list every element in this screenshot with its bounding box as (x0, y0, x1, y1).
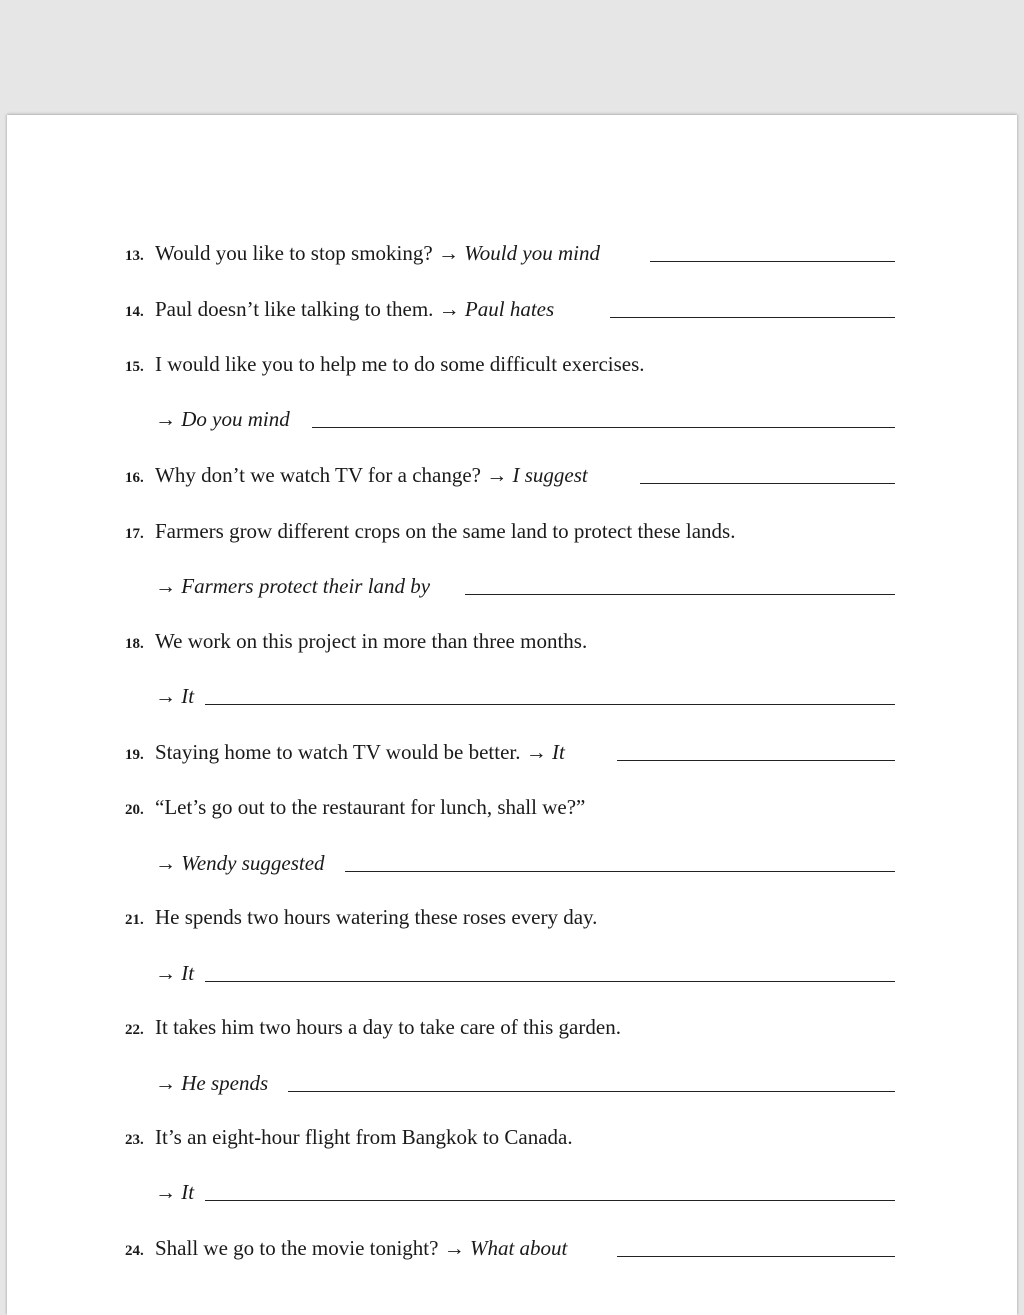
sentence-text: Would you like to stop smoking? (155, 241, 438, 265)
arrow-icon: → (486, 463, 508, 487)
sentence-text: Shall we go to the movie tonight? (155, 1236, 444, 1260)
exercise-18-answer (7, 676, 1017, 710)
exercise-sentence: We work on this project in more than three months. (155, 629, 588, 653)
exercise-sentence: It takes him two hours a day to take care of this garden. (155, 1015, 621, 1039)
arrow-icon: → (155, 684, 176, 708)
sentence-text: Staying home to watch TV would be better. (155, 740, 526, 764)
exercise-19 (7, 732, 1017, 766)
exercise-sentence (155, 1238, 567, 1259)
sentence-text: Paul doesn’t like talking to them. (155, 297, 439, 321)
exercise-number: 13. (125, 248, 144, 264)
arrow-icon: → (155, 574, 176, 598)
exercise-22-answer (7, 1063, 1017, 1097)
exercise-number: 14. (125, 304, 144, 320)
rewrite-prompt: It (181, 684, 195, 708)
exercise-20 (7, 787, 1017, 821)
exercise-15 (7, 344, 1017, 378)
exercise-number: 23. (125, 1132, 144, 1148)
exercise-16 (7, 455, 1017, 489)
exercise-number: 21. (125, 912, 144, 928)
rewrite-prompt: It (552, 740, 565, 764)
arrow-icon: → (443, 1236, 465, 1260)
exercise-sentence (155, 742, 565, 763)
answer-blank[interactable] (205, 981, 895, 982)
exercise-sentence: It’s an eight-hour flight from Bangkok to Canada. (155, 1125, 573, 1149)
arrow-icon: → (155, 1071, 176, 1095)
answer-blank[interactable] (312, 427, 895, 428)
exercise-sentence (155, 465, 588, 486)
exercise-sentence: He spends two hours watering these roses every day. (155, 905, 598, 929)
sentence-text: Why don’t we watch TV for a change? (155, 463, 487, 487)
exercise-18 (7, 621, 1017, 655)
exercise-15-answer (7, 399, 1017, 433)
rewrite-prompt: Wendy suggested (181, 851, 325, 875)
answer-blank[interactable] (650, 261, 895, 262)
exercise-number: 18. (125, 636, 144, 652)
exercise-sentence: “Let’s go out to the restaurant for lunch, shall we?” (155, 795, 586, 819)
exercise-17-answer (7, 566, 1017, 600)
rewrite-prompt: What about (469, 1236, 568, 1260)
rewrite-prompt: Paul hates (464, 297, 555, 321)
exercise-number: 19. (125, 747, 144, 763)
answer-blank[interactable] (205, 1200, 895, 1201)
exercise-22 (7, 1007, 1017, 1041)
rewrite-prompt: Farmers protect their land by (181, 574, 431, 598)
rewrite-prompt: It (181, 961, 195, 985)
answer-blank[interactable] (617, 1256, 895, 1257)
exercise-13 (7, 233, 1017, 267)
exercise-23-answer (7, 1172, 1017, 1206)
exercise-sentence (155, 299, 554, 320)
exercise-20-answer (7, 843, 1017, 877)
exercise-number: 17. (125, 526, 144, 542)
exercise-sentence (155, 243, 600, 264)
exercise-21-answer (7, 953, 1017, 987)
arrow-icon: → (155, 851, 176, 875)
exercise-number: 20. (125, 802, 144, 818)
answer-prefix (155, 963, 194, 984)
answer-prefix (155, 576, 430, 597)
arrow-icon: → (438, 297, 460, 321)
answer-prefix (155, 686, 194, 707)
answer-prefix (155, 1182, 194, 1203)
arrow-icon: → (155, 961, 176, 985)
exercise-number: 15. (125, 359, 144, 375)
answer-blank[interactable] (345, 871, 895, 872)
worksheet-page (7, 115, 1017, 1315)
rewrite-prompt: I suggest (512, 463, 588, 487)
arrow-icon: → (525, 740, 547, 764)
arrow-icon: → (155, 1180, 176, 1204)
rewrite-prompt: It (181, 1180, 195, 1204)
exercise-number: 16. (125, 470, 144, 486)
rewrite-prompt: Would you mind (464, 241, 600, 265)
answer-blank[interactable] (288, 1091, 895, 1092)
answer-prefix (155, 1073, 268, 1094)
answer-prefix (155, 853, 325, 874)
exercise-number: 22. (125, 1022, 144, 1038)
answer-blank[interactable] (610, 317, 895, 318)
exercise-23 (7, 1117, 1017, 1151)
arrow-icon: → (437, 241, 459, 265)
exercise-number: 24. (125, 1243, 144, 1259)
exercise-17 (7, 511, 1017, 545)
rewrite-prompt: He spends (181, 1071, 269, 1095)
arrow-icon: → (155, 407, 176, 431)
rewrite-prompt: Do you mind (181, 407, 290, 431)
exercise-14 (7, 289, 1017, 323)
exercise-sentence: I would like you to help me to do some difficult exercises. (155, 352, 645, 376)
answer-blank[interactable] (617, 760, 895, 761)
exercise-sentence: Farmers grow different crops on the same land to protect these lands. (155, 519, 736, 543)
answer-blank[interactable] (640, 483, 895, 484)
answer-blank[interactable] (465, 594, 895, 595)
answer-blank[interactable] (205, 704, 895, 705)
answer-prefix (155, 409, 290, 430)
exercise-24 (7, 1228, 1017, 1262)
exercise-21 (7, 897, 1017, 931)
